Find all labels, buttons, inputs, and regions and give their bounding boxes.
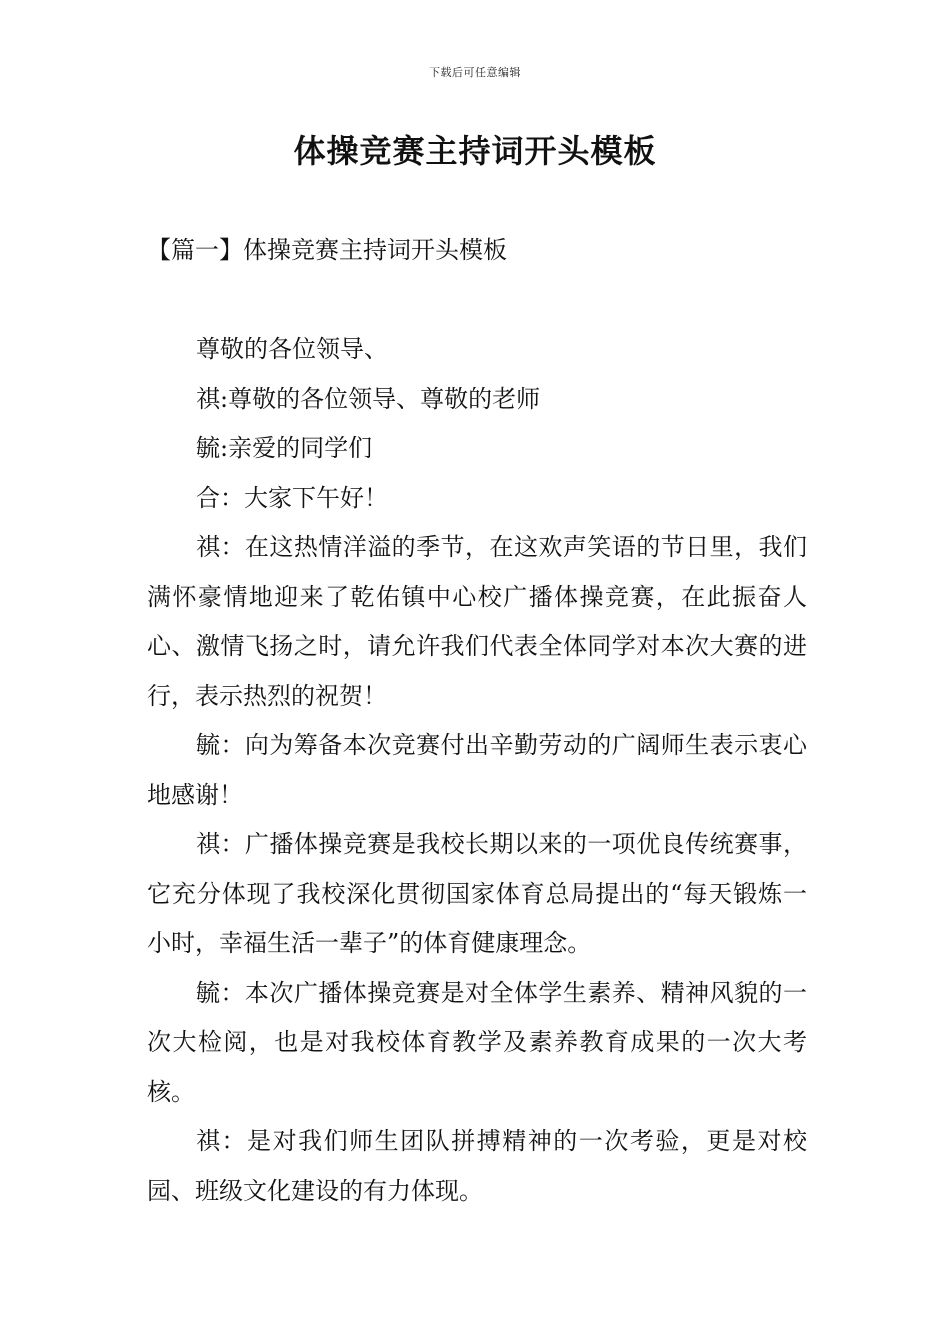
paragraph: 毓：向为筹备本次竞赛付出辛勤劳动的广阔师生表示衷心地感谢！	[147, 731, 807, 809]
header-note: 下载后可任意编辑	[429, 66, 521, 79]
page-title: 体操竞赛主持词开头模板	[293, 132, 657, 170]
paragraph: 毓:亲爱的同学们	[196, 434, 373, 462]
paragraph: 祺：广播体操竞赛是我校长期以来的一项优良传统赛事，它充分体现了我校深化贯彻国家体育总局提出的“每天锻炼一小时，幸福生活一辈子”的体育健康理念。	[147, 830, 807, 957]
document-body	[147, 325, 807, 1216]
paragraph: 毓：本次广播体操竞赛是对全体学生素养、精神风貌的一次大检阅，也是对我校体育教学及素养教育成果的一次大考核。	[147, 978, 807, 1106]
section-heading: 【篇一】体操竞赛主持词开头模板	[147, 236, 507, 264]
paragraph: 祺:尊敬的各位领导、尊敬的老师	[196, 384, 541, 413]
paragraph: 尊敬的各位领导、	[196, 335, 388, 363]
paragraph: 祺：在这热情洋溢的季节，在这欢声笑语的节日里，我们满怀豪情地迎来了乾佑镇中心校广播体操竞赛，在此振奋人心、激情飞扬之时，请允许我们代表全体同学对本次大赛的进行，表示热烈的祝贺！	[147, 533, 807, 710]
paragraph: 祺：是对我们师生团队拼搏精神的一次考验，更是对校园、班级文化建设的有力体现。	[147, 1127, 807, 1205]
paragraph: 合：大家下午好！	[196, 483, 388, 512]
